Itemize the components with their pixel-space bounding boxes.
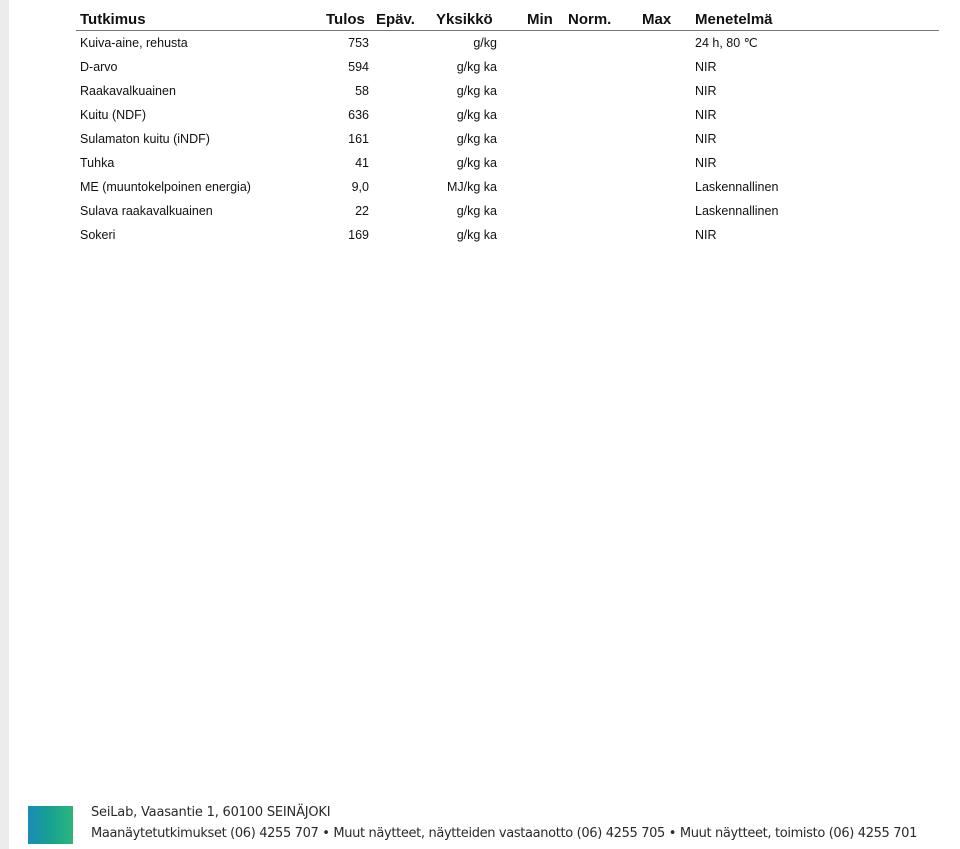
row-result: 594 bbox=[348, 60, 369, 74]
row-test: Raakavalkuainen bbox=[80, 84, 176, 98]
row-result: 9,0 bbox=[351, 180, 369, 194]
row-method: NIR bbox=[695, 84, 717, 98]
row-result: 22 bbox=[355, 204, 369, 218]
row-test: Kuiva-aine, rehusta bbox=[80, 36, 188, 50]
row-result: 58 bbox=[355, 84, 369, 98]
row-method: NIR bbox=[695, 156, 717, 170]
row-unit: g/kg ka bbox=[456, 204, 497, 218]
table-row bbox=[9, 227, 960, 251]
row-unit: g/kg ka bbox=[456, 84, 497, 98]
row-unit: g/kg ka bbox=[456, 108, 497, 122]
page-footer bbox=[9, 800, 960, 849]
header-result: Tulos bbox=[326, 11, 365, 28]
row-method: NIR bbox=[695, 132, 717, 146]
row-method: 24 h, 80 ℃ bbox=[695, 36, 758, 50]
lab-report-page bbox=[9, 0, 960, 849]
row-test: ME (muuntokelpoinen energia) bbox=[80, 180, 251, 194]
table-row bbox=[9, 203, 960, 227]
row-test: Sulava raakavalkuainen bbox=[80, 204, 213, 218]
table-row bbox=[9, 83, 960, 107]
table-row bbox=[9, 179, 960, 203]
header-test: Tutkimus bbox=[80, 11, 146, 28]
row-unit: g/kg ka bbox=[456, 156, 497, 170]
row-test: Kuitu (NDF) bbox=[80, 108, 146, 122]
header-method: Menetelmä bbox=[695, 11, 773, 28]
header-max: Max bbox=[642, 11, 672, 28]
row-method: Laskennallinen bbox=[695, 180, 779, 194]
table-row bbox=[9, 155, 960, 179]
row-test: D-arvo bbox=[80, 60, 118, 74]
header-min: Min bbox=[527, 11, 553, 28]
row-unit: g/kg ka bbox=[456, 60, 497, 74]
row-test: Sokeri bbox=[80, 228, 116, 242]
row-method: NIR bbox=[695, 228, 717, 242]
row-result: 753 bbox=[348, 36, 369, 50]
table-row bbox=[9, 35, 960, 59]
footer-contacts: Maanäytetutkimukset (06) 4255 707 • Muut näytteet, näytteiden vastaanotto (06) 4255 705 • Muut näytteet, toimisto (06) 4255 701 bbox=[91, 826, 918, 841]
row-unit: g/kg bbox=[473, 36, 497, 50]
row-unit: g/kg ka bbox=[456, 228, 497, 242]
row-unit: MJ/kg ka bbox=[446, 180, 497, 194]
table-row bbox=[9, 107, 960, 131]
table-row bbox=[9, 131, 960, 155]
row-result: 41 bbox=[355, 156, 369, 170]
footer-address: SeiLab, Vaasantie 1, 60100 SEINÄJOKI bbox=[91, 805, 331, 820]
row-result: 161 bbox=[348, 132, 369, 146]
seilab-logo-icon bbox=[28, 806, 73, 844]
row-result: 169 bbox=[348, 228, 369, 242]
header-unit: Yksikkö bbox=[436, 11, 493, 28]
row-method: Laskennallinen bbox=[695, 204, 779, 218]
row-test: Tuhka bbox=[80, 156, 115, 170]
row-test: Sulamaton kuitu (iNDF) bbox=[80, 132, 210, 146]
header-uncertainty: Epäv. bbox=[376, 11, 415, 28]
row-result: 636 bbox=[348, 108, 369, 122]
row-method: NIR bbox=[695, 60, 717, 74]
row-unit: g/kg ka bbox=[456, 132, 497, 146]
header-divider bbox=[76, 30, 939, 31]
row-method: NIR bbox=[695, 108, 717, 122]
table-row bbox=[9, 59, 960, 83]
header-norm: Norm. bbox=[568, 11, 612, 28]
